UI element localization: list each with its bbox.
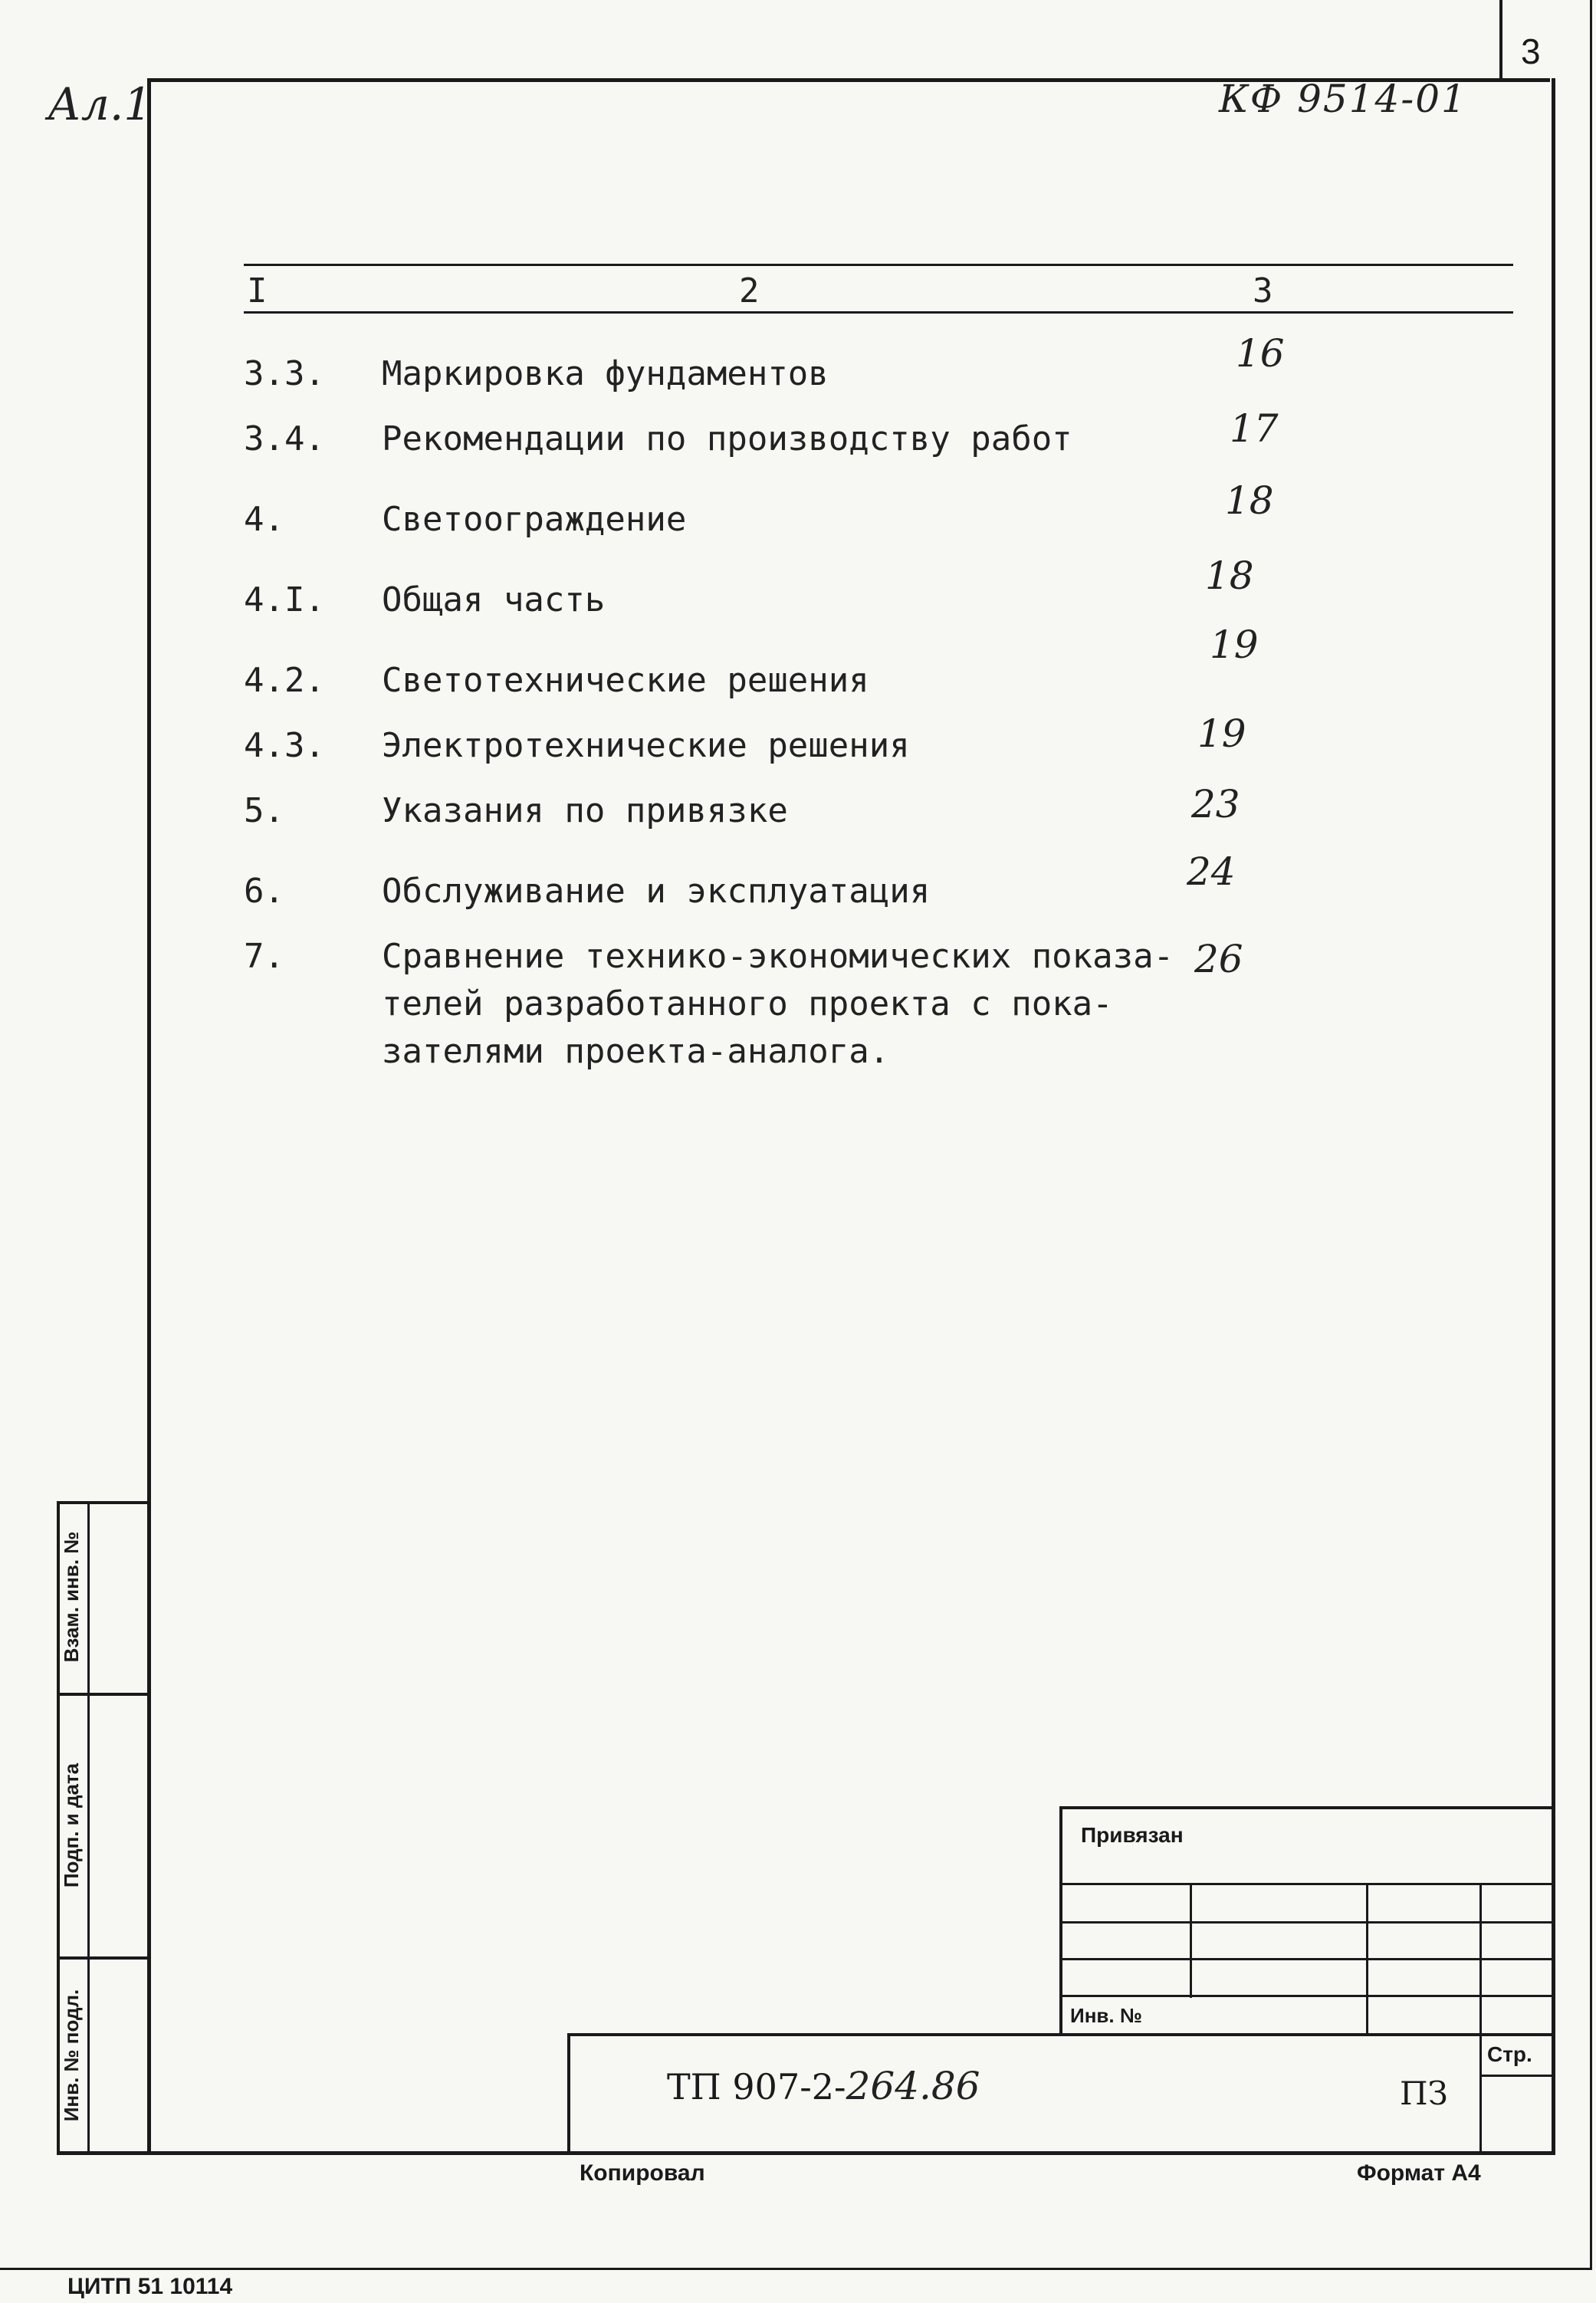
toc-num: 4. [244,500,284,539]
toc-page: 18 [1225,478,1274,523]
toc-num: 3.4. [244,419,325,458]
doc-type: ПЗ [1400,2075,1448,2112]
toc-title: Общая часть [382,580,606,619]
table-header-top-rule [244,264,1513,266]
privyazan-top [1059,1806,1555,1809]
toc-page: 18 [1205,554,1254,598]
title-block-top [567,2033,1555,2036]
toc-page: 17 [1230,406,1279,451]
doc-code: КФ 9514-01 [1219,77,1467,121]
toc-title: Светотехнические решения [382,661,869,700]
toc-page: 19 [1210,623,1259,667]
toc-num: 7. [244,937,284,976]
toc-title: Рекомендации по производству работ [382,419,1072,458]
sheet-mark: Ал.1 [48,78,153,130]
toc-title: Электротехнические решения [382,726,910,765]
col-3-header: 3 [1253,271,1273,310]
toc-continuation-line: телей разработанного проекта с пока- [382,984,1113,1023]
toc-num: 4.2. [244,661,325,700]
table-header-bottom-rule [244,311,1513,314]
toc-title: Указания по привязке [382,791,788,830]
toc-page: 24 [1187,849,1236,894]
side-stamp-inv: Инв. № подл. [60,1989,83,2122]
toc-num: 5. [244,791,284,830]
toc-title: Сравнение технико-экономических показа- [382,937,1174,976]
kopiroval-label: Копировал [580,2160,705,2186]
page-number: 3 [1521,31,1541,71]
privyazan-col-1 [1190,1883,1192,1998]
format-label: Формат А4 [1357,2160,1481,2186]
col-1-header: I [247,271,268,310]
frame-bottom [57,2151,1555,2155]
designation-printed: ТП 907-2- [667,2066,846,2108]
designation [667,2064,980,2108]
col-2-header: 2 [739,271,760,310]
toc-num: 4.I. [244,580,325,619]
toc-continuation-line: зателями проекта-аналога. [382,1032,890,1071]
side-stamp-sep-2 [57,1956,150,1960]
privyazan-col-3 [1479,1883,1482,2036]
page-number-box-left [1499,0,1502,81]
toc-title: Обслуживание и эксплуатация [382,872,931,911]
frame-left [147,78,151,2154]
toc-page: 19 [1197,711,1246,756]
title-block-str-sep [1479,2075,1555,2077]
toc-num: 6. [244,872,284,911]
inv-no-label: Инв. № [1070,2004,1142,2027]
frame-right [1552,78,1555,2154]
printer-mark: ЦИТП 51 10114 [67,2274,233,2299]
side-stamp-podp: Подп. и дата [60,1763,83,1888]
title-block-right-col [1479,2033,1482,2154]
toc-num: 4.3. [244,726,325,765]
side-stamp-vzam: Взам. инв. № [60,1531,83,1663]
side-stamp-top [57,1501,150,1504]
privyazan-col-2 [1366,1883,1368,2036]
toc-num: 3.3. [244,354,325,393]
designation-hand: 264.86 [846,2064,980,2108]
side-stamp-divider [87,1501,90,2153]
toc-title: Светоограждение [382,500,687,539]
sheet-border-right [1590,0,1592,2269]
title-block-left [567,2033,570,2154]
toc-page: 26 [1194,937,1243,981]
privyazan-label: Привязан [1081,1823,1184,1847]
side-stamp-sep-1 [57,1693,150,1696]
toc-title: Маркировка фундаментов [382,354,829,393]
sheet-border-bottom [0,2268,1592,2270]
toc-page: 23 [1191,782,1240,826]
toc-page: 16 [1236,331,1285,376]
str-label: Стр. [1487,2042,1532,2066]
